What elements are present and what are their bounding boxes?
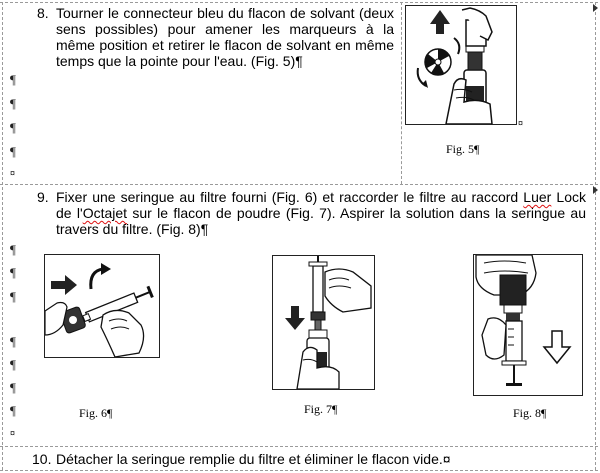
- step-10-number: 10.: [32, 451, 52, 467]
- step-8-number: 8.: [37, 5, 49, 21]
- figure-5-image: [405, 5, 517, 125]
- paragraph-mark: ¶: [10, 403, 16, 418]
- paragraph-mark: ¶: [10, 120, 16, 135]
- cell-end-mark: ¤: [518, 118, 524, 128]
- figure-6-caption: Fig. 6¶: [79, 406, 113, 420]
- step-9-term-octajet: Octajet: [82, 205, 128, 221]
- step-9-text-part-b: Lock de l': [56, 189, 586, 221]
- cell-end-mark: ¤: [10, 168, 16, 178]
- figure-6-image: [44, 254, 160, 358]
- paragraph-mark: ¶: [10, 96, 16, 111]
- paragraph-mark: ¶: [10, 289, 16, 304]
- table-right-border: [595, 2, 596, 470]
- row-end-marker: [593, 186, 598, 194]
- table-top-border: [0, 2, 598, 3]
- step-9-number: 9.: [37, 189, 49, 205]
- step-9-text: [56, 189, 586, 237]
- paragraph-mark: ¶: [10, 334, 16, 349]
- paragraph-mark: ¶: [10, 265, 16, 280]
- row-divider-1: [0, 184, 598, 185]
- column-divider-row1: [401, 2, 402, 184]
- figure-5-caption: Fig. 5¶: [446, 142, 480, 156]
- row-end-marker: [593, 4, 598, 12]
- step-9-text-part-c: sur le flacon de poudre (Fig. 7). Aspirer la solution dans la seringue au travers du filtre. (Fig. 8)¶: [56, 205, 586, 237]
- figure-7-image: [272, 255, 375, 390]
- step-9-term-luer: Luer: [523, 189, 552, 205]
- figure-8-image: [473, 254, 583, 396]
- paragraph-mark: ¶: [10, 72, 16, 87]
- figure-7-caption: Fig. 7¶: [304, 402, 338, 416]
- step-8-text: Tourner le connecteur bleu du flacon de solvant (deux sens possibles) pour amener les marqueurs à la même position et retirer le flacon de solvant en même temps que la pointe pour l'eau. (Fig. 5)¶: [56, 5, 394, 69]
- row-divider-2: [0, 446, 598, 447]
- table-left-border: [2, 2, 3, 470]
- step-10-text: Détacher la seringue remplie du filtre et éliminer le flacon vide.¤: [56, 451, 451, 467]
- paragraph-mark: ¶: [10, 380, 16, 395]
- step-9-text-part-a: Fixer une seringue au filtre fourni (Fig. 6) et raccorder le filtre au raccord: [56, 189, 524, 205]
- cell-end-mark: ¤: [10, 428, 16, 438]
- paragraph-mark: ¶: [10, 144, 16, 159]
- paragraph-mark: ¶: [10, 357, 16, 372]
- figure-8-caption: Fig. 8¶: [513, 406, 547, 420]
- paragraph-mark: ¶: [10, 242, 16, 257]
- table-bottom-border: [0, 470, 598, 471]
